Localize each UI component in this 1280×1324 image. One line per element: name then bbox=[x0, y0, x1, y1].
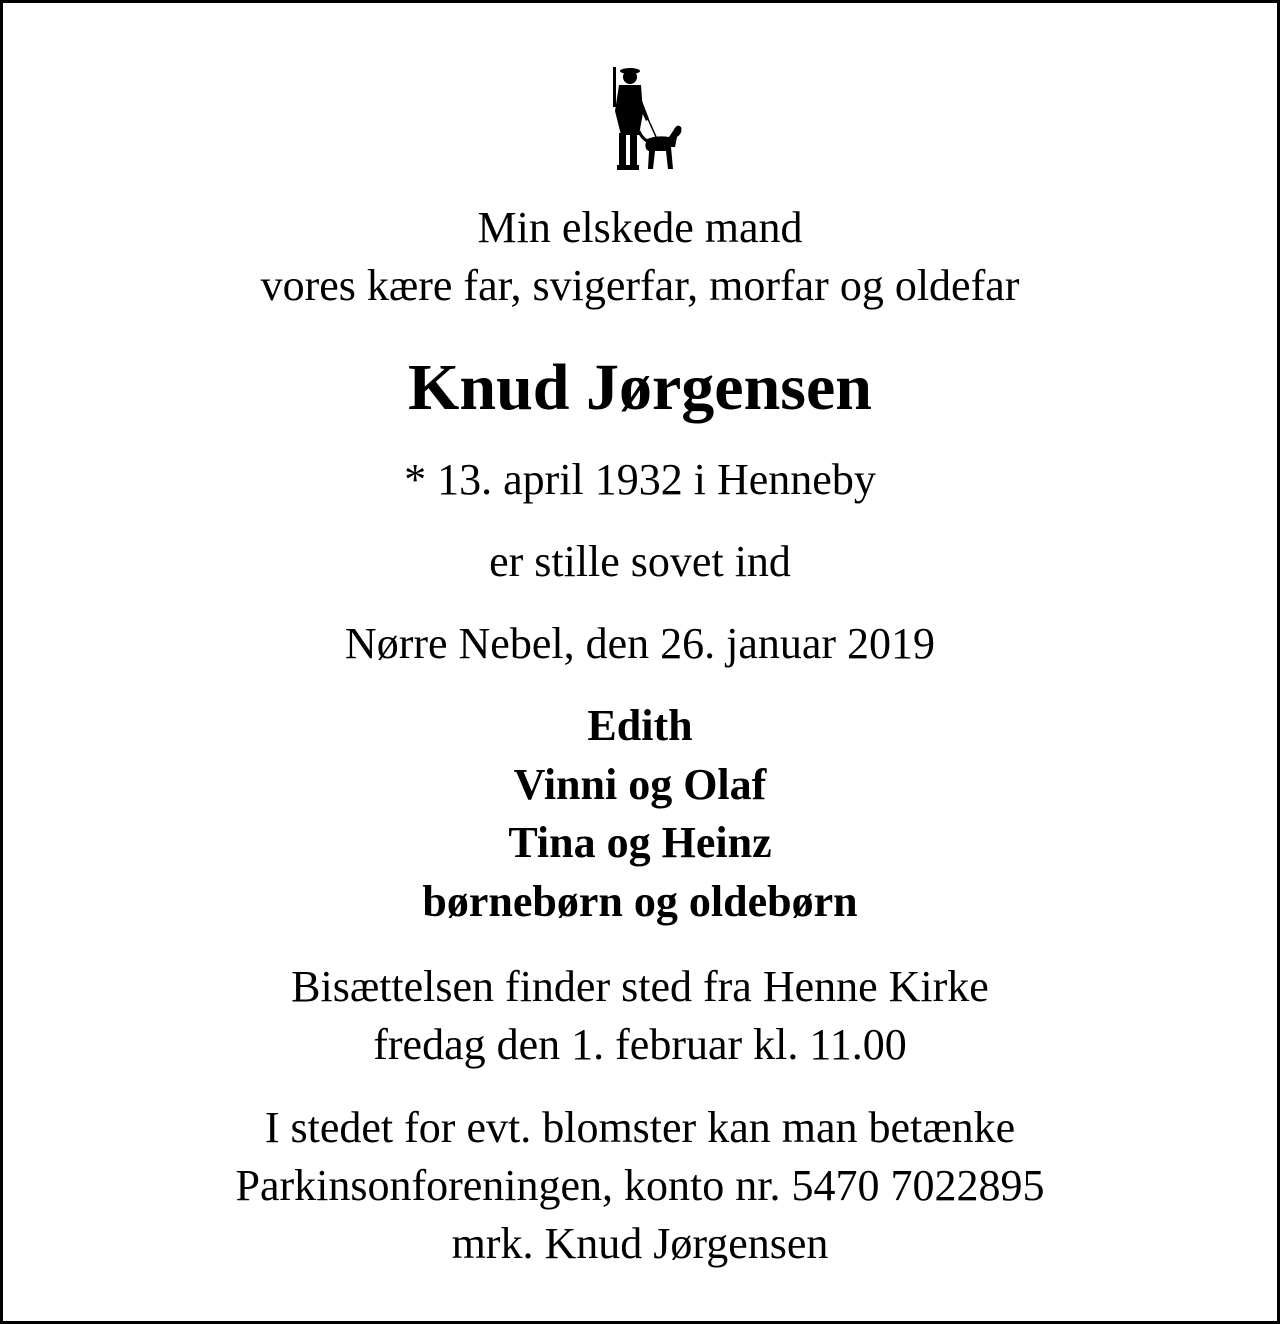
deceased-name: Knud Jørgensen bbox=[408, 351, 872, 424]
birth-line: * 13. april 1932 i Henneby bbox=[404, 455, 876, 504]
family-member: Vinni og Olaf bbox=[513, 759, 767, 809]
family-member: børnebørn og oldebørn bbox=[422, 876, 858, 926]
family-member: Tina og Heinz bbox=[508, 818, 772, 867]
hunter-with-dog-icon bbox=[603, 63, 683, 173]
intro-line-2: vores kære far, svigerfar, morfar og oldefar bbox=[260, 261, 1020, 310]
donation-line-2: Parkinsonforeningen, konto nr. 5470 7022895 bbox=[235, 1161, 1045, 1210]
family-signatures bbox=[3, 697, 1277, 931]
funeral-line-1: Bisættelsen finder sted fra Henne Kirke bbox=[291, 962, 989, 1011]
funeral-info bbox=[3, 958, 1277, 1074]
donation-info bbox=[3, 1099, 1277, 1273]
donation-line-3: mrk. Knud Jørgensen bbox=[451, 1219, 829, 1268]
passed-line: er stille sovet ind bbox=[489, 537, 791, 586]
intro-text bbox=[3, 199, 1277, 315]
family-member: Edith bbox=[587, 701, 693, 750]
place-date-line: Nørre Nebel, den 26. januar 2019 bbox=[344, 619, 936, 668]
intro-line-1: Min elskede mand bbox=[477, 203, 803, 252]
funeral-line-2: fredag den 1. februar kl. 11.00 bbox=[373, 1020, 907, 1069]
donation-line-1: I stedet for evt. blomster kan man betænke bbox=[264, 1103, 1016, 1152]
